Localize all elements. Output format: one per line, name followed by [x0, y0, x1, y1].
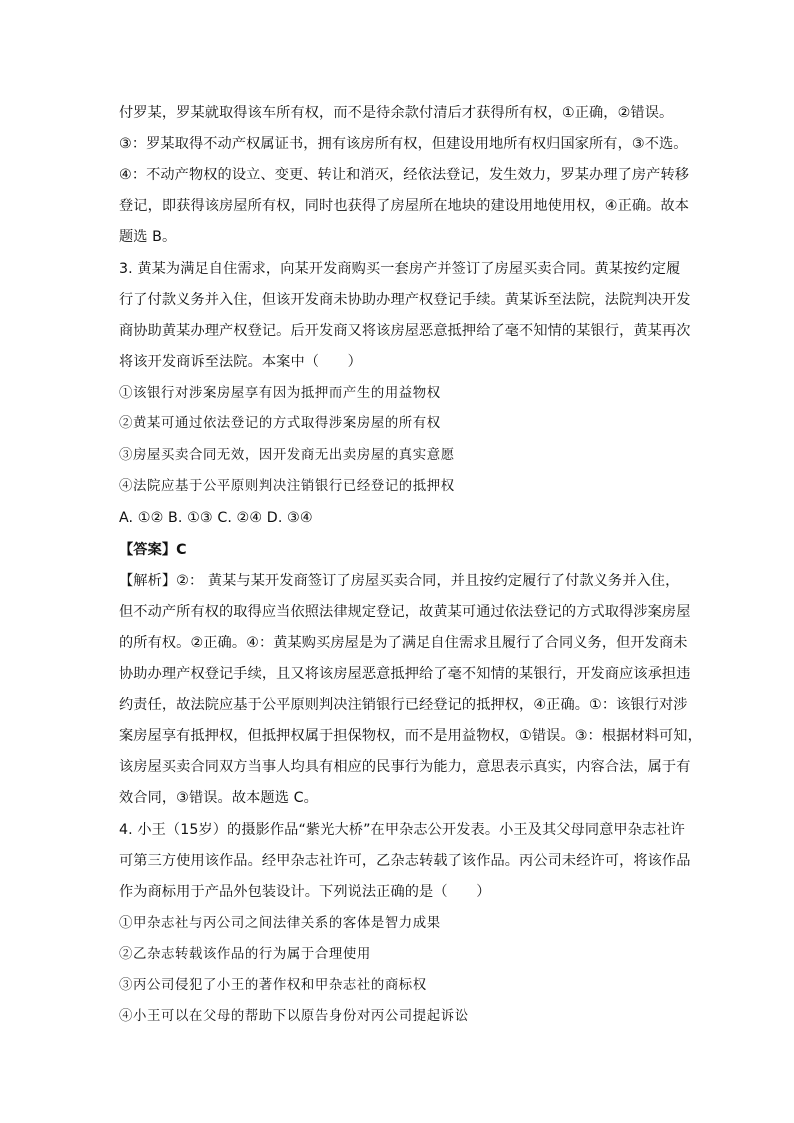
text-line: 付罗某，罗某就取得该车所有权，而不是待余款付清后才获得所有权，①正确，②错误。 — [119, 105, 674, 121]
question-3-option-1: ①该银行对涉案房屋享有因为抵押而产生的用益物权 — [119, 386, 441, 401]
question-4-option-4: ④小王可以在父母的帮助下以原告身份对丙公司提起诉讼 — [119, 1009, 469, 1024]
question-3-stem: 将该开发商诉至法院。本案中（ ） — [119, 354, 362, 370]
question-4-stem: 作为商标用于产品外包装设计。下列说法正确的是（ ） — [119, 884, 491, 900]
analysis-line: 该房屋买卖合同双方当事人均具有相应的民事行为能力，意思表示真实，内容合法，属于有 — [119, 759, 691, 775]
analysis-line: 效合同，③错误。故本题选 C。 — [119, 790, 318, 806]
analysis-line: 【解析】②： 黄某与某开发商签订了房屋买卖合同，并且按约定履行了付款义务并入住， — [119, 573, 680, 589]
question-3-option-4: ④法院应基于公平原则判决注销银行已经登记的抵押权 — [119, 479, 455, 494]
question-3-option-2: ②黄某可通过依法登记的方式取得涉案房屋的所有权 — [119, 416, 441, 431]
question-4-option-1: ①甲杂志社与丙公司之间法律关系的客体是智力成果 — [119, 916, 441, 931]
analysis-line: 的所有权。②正确。④：黄某购买房屋是为了满足自住需求且履行了合同义务，但开发商未 — [119, 635, 688, 651]
question-3-choices: A. ①② B. ①③ C. ②④ D. ③④ — [119, 510, 313, 526]
analysis-line: 协助办理产权登记手续，且又将该房屋恶意抵押给了毫不知情的某银行，开发商应该承担违 — [119, 666, 691, 682]
question-4-option-3: ③丙公司侵犯了小王的著作权和甲杂志社的商标权 — [119, 978, 427, 993]
analysis-line: 案房屋享有抵押权，但抵押权属于担保物权，而不是用益物权，①错误。③：根据材料可知， — [119, 728, 702, 744]
analysis-line: 但不动产所有权的取得应当依照法律规定登记，故黄某可通过依法登记的方式取得涉案房屋 — [119, 604, 691, 620]
question-4-option-2: ②乙杂志转载该作品的行为属于合理使用 — [119, 947, 371, 962]
question-3-stem: 3. 黄某为满足自住需求，向某开发商购买一套房产并签订了房屋买卖合同。黄某按约定履 — [119, 261, 681, 277]
text-line: 登记，即获得该房屋所有权，同时也获得了房屋所在地块的建设用地使用权，④正确。故本 — [119, 198, 690, 214]
text-line: 题选 B。 — [119, 229, 177, 245]
text-line: ③：罗某取得不动产权属证书，拥有该房所有权，但建设用地所有权归国家所有，③不选。 — [119, 136, 688, 152]
question-3-stem: 行了付款义务并入住，但该开发商未协助办理产权登记手续。黄某诉至法院，法院判决开发 — [119, 292, 691, 308]
question-4-stem: 4. 小王（15岁）的摄影作品“紫光大桥”在甲杂志公开发表。小王及其父母同意甲杂志社许 — [119, 822, 685, 838]
question-3-stem: 商协助黄某办理产权登记。后开发商又将该房屋恶意抵押给了毫不知情的某银行，黄某再次 — [119, 323, 691, 339]
analysis-line: 约责任，故法院应基于公平原则判决注销银行已经登记的抵押权，④正确。①：该银行对涉 — [119, 697, 688, 713]
answer-label: 【答案】C — [119, 542, 187, 558]
question-4-stem: 可第三方使用该作品。经甲杂志社许可，乙杂志转载了该作品。丙公司未经许可，将该作品 — [119, 853, 691, 869]
question-3-option-3: ③房屋买卖合同无效，因开发商无出卖房屋的真实意愿 — [119, 448, 455, 463]
text-line: ④：不动产物权的设立、变更、转让和消灭，经依法登记，发生效力，罗某办理了房产转移 — [119, 167, 690, 183]
